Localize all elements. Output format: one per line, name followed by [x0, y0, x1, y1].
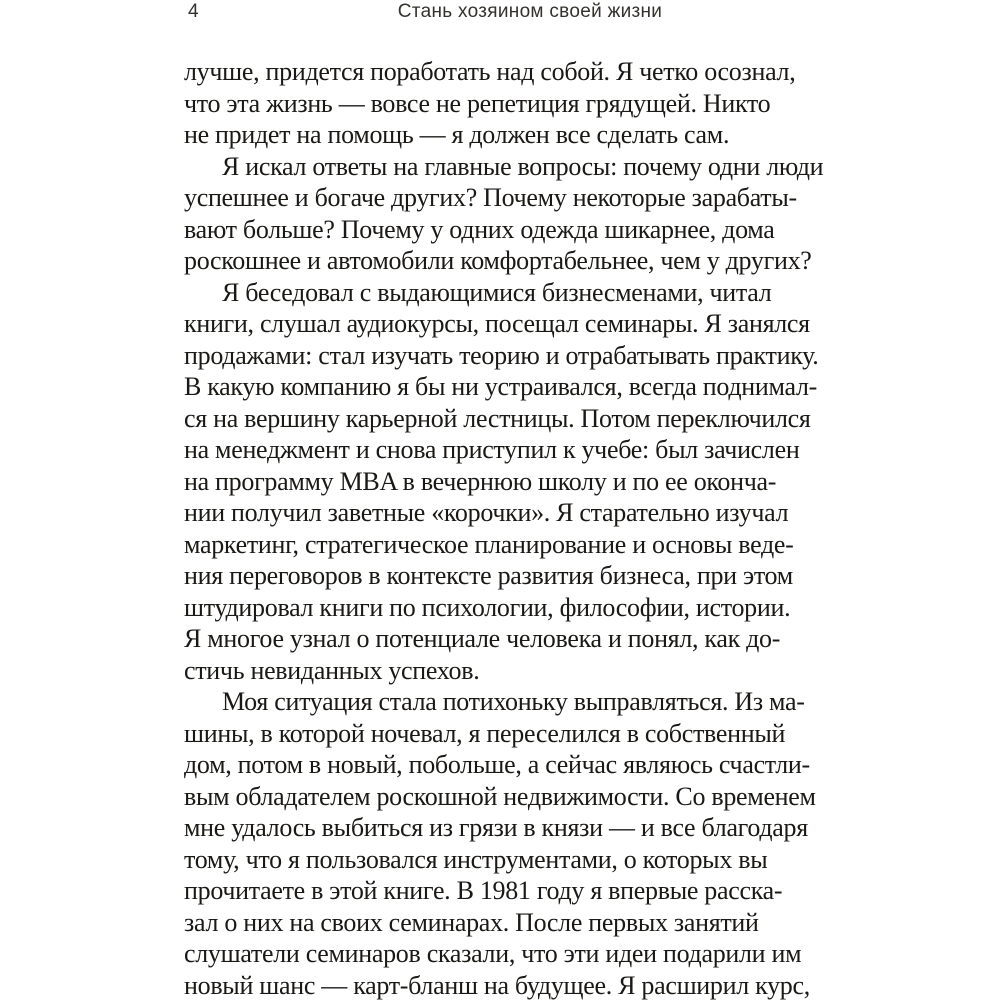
text-line: зал о них на своих семинарах. После первых занятий: [184, 907, 829, 939]
text-line: шины, в которой ночевал, я переселился в собственный: [184, 718, 829, 750]
text-line: новый шанс — карт-бланш на будущее. Я расширил курс,: [184, 970, 829, 1001]
text-line: Я искал ответы на главные вопросы: почему одни люди: [184, 151, 829, 183]
text-line: стичь невиданных успехов.: [184, 655, 829, 687]
text-line: маркетинг, стратегическое планирование и основы веде-: [184, 529, 829, 561]
text-line: нии получил заветные «корочки». Я старательно изучал: [184, 497, 829, 529]
text-line: дом, потом в новый, побольше, а сейчас являюсь счастли-: [184, 749, 829, 781]
text-line: вым обладателем роскошной недвижимости. Со временем: [184, 781, 829, 813]
text-line: лучше, придется поработать над собой. Я четко осознал,: [184, 56, 829, 88]
text-line: на программу MBA в вечернюю школу и по ее оконча-: [184, 466, 829, 498]
text-line: успешнее и богаче других? Почему некоторые зарабаты-: [184, 182, 829, 214]
page-number: 4: [188, 1, 199, 23]
text-line: тому, что я пользовался инструментами, о которых вы: [184, 844, 829, 876]
text-line: Я беседовал с выдающимися бизнесменами, читал: [184, 277, 829, 309]
text-line: штудировал книги по психологии, философии, истории.: [184, 592, 829, 624]
running-header: [0, 0, 1000, 26]
text-line: слушатели семинаров сказали, что эти идеи подарили им: [184, 938, 829, 970]
text-line: что эта жизнь — вовсе не репетиция грядущей. Никто: [184, 88, 829, 120]
text-line: не придет на помощь — я должен все сделать сам.: [184, 119, 829, 151]
text-line: В какую компанию я бы ни устраивался, всегда поднимал-: [184, 371, 829, 403]
body-text-column: [184, 56, 829, 1001]
text-line: Я многое узнал о потенциале человека и понял, как до-: [184, 623, 829, 655]
text-line: продажами: стал изучать теорию и отрабатывать практику.: [184, 340, 829, 372]
text-line: на менеджмент и снова приступил к учебе: был зачислен: [184, 434, 829, 466]
text-line: ся на вершину карьерной лестницы. Потом переключился: [184, 403, 829, 435]
text-line: прочитаете в этой книге. В 1981 году я впервые расска-: [184, 875, 829, 907]
text-line: ния переговоров в контексте развития бизнеса, при этом: [184, 560, 829, 592]
text-line: мне удалось выбиться из грязи в князи — и все благодаря: [184, 812, 829, 844]
running-header-title: Стань хозяином своей жизни: [398, 1, 662, 23]
text-line: книги, слушал аудиокурсы, посещал семинары. Я занялся: [184, 308, 829, 340]
text-line: роскошнее и автомобили комфортабельнее, чем у других?: [184, 245, 829, 277]
text-line: Моя ситуация стала потихоньку выправляться. Из ма-: [184, 686, 829, 718]
text-line: вают больше? Почему у одних одежда шикарнее, дома: [184, 214, 829, 246]
